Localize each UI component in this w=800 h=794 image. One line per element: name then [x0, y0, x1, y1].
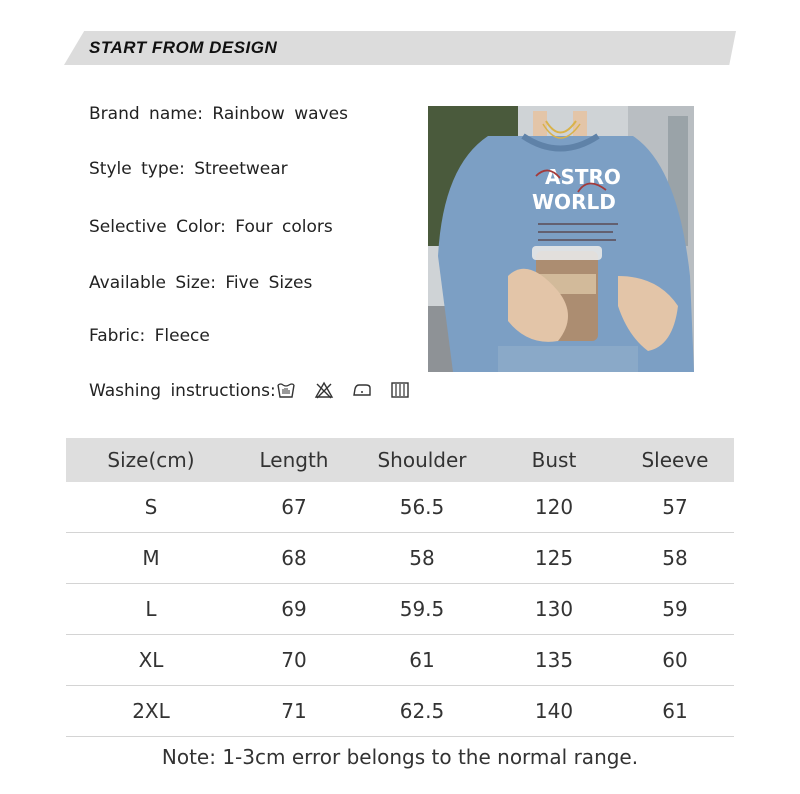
- size-chart-table: [66, 438, 734, 737]
- dry-clean-icon: [390, 380, 410, 400]
- table-row: [66, 686, 734, 737]
- cell-size: XL: [66, 635, 236, 686]
- col-header-shoulder: Shoulder: [352, 438, 492, 482]
- cell-length: 67: [236, 482, 352, 533]
- cell-length: 70: [236, 635, 352, 686]
- col-header-length: Length: [236, 438, 352, 482]
- cell-length: 68: [236, 533, 352, 584]
- print-line-2: WORLD: [532, 190, 616, 214]
- cell-size: S: [66, 482, 236, 533]
- table-row: [66, 482, 734, 533]
- cell-shoulder: 56.5: [352, 482, 492, 533]
- cell-length: 69: [236, 584, 352, 635]
- washing-icons: [276, 380, 410, 400]
- iron-icon: [352, 380, 372, 400]
- cell-shoulder: 61: [352, 635, 492, 686]
- washing-instructions: Washing instructions:: [89, 381, 276, 401]
- cell-sleeve: 61: [616, 686, 734, 737]
- cell-shoulder: 62.5: [352, 686, 492, 737]
- hand-wash-icon: [276, 380, 296, 400]
- cell-bust: 120: [492, 482, 616, 533]
- selective-color: Selective Color: Four colors: [89, 217, 333, 237]
- table-row: [66, 533, 734, 584]
- table-header-row: [66, 438, 734, 482]
- cell-bust: 130: [492, 584, 616, 635]
- cell-shoulder: 58: [352, 533, 492, 584]
- cell-bust: 125: [492, 533, 616, 584]
- size-note: Note: 1-3cm error belongs to the normal range.: [161, 745, 639, 769]
- available-size: Available Size: Five Sizes: [89, 273, 313, 293]
- cell-bust: 140: [492, 686, 616, 737]
- sweatshirt-photo-illustration: [428, 106, 694, 372]
- fabric: Fabric: Fleece: [89, 326, 210, 346]
- cell-sleeve: 57: [616, 482, 734, 533]
- style-type: Style type: Streetwear: [89, 159, 288, 179]
- col-header-size: Size(cm): [66, 438, 236, 482]
- banner-title: START FROM DESIGN: [89, 38, 278, 57]
- cell-sleeve: 58: [616, 533, 734, 584]
- cell-sleeve: 59: [616, 584, 734, 635]
- table-row: [66, 635, 734, 686]
- col-header-bust: Bust: [492, 438, 616, 482]
- cell-size: L: [66, 584, 236, 635]
- print-line-1: ASTRO: [545, 165, 621, 189]
- col-header-sleeve: Sleeve: [616, 438, 734, 482]
- table-row: [66, 584, 734, 635]
- product-photo: [428, 106, 694, 372]
- cell-bust: 135: [492, 635, 616, 686]
- cell-size: M: [66, 533, 236, 584]
- cell-shoulder: 59.5: [352, 584, 492, 635]
- cell-sleeve: 60: [616, 635, 734, 686]
- cell-size: 2XL: [66, 686, 236, 737]
- do-not-bleach-icon: [314, 380, 334, 400]
- brand-name: Brand name: Rainbow waves: [89, 104, 348, 124]
- cell-length: 71: [236, 686, 352, 737]
